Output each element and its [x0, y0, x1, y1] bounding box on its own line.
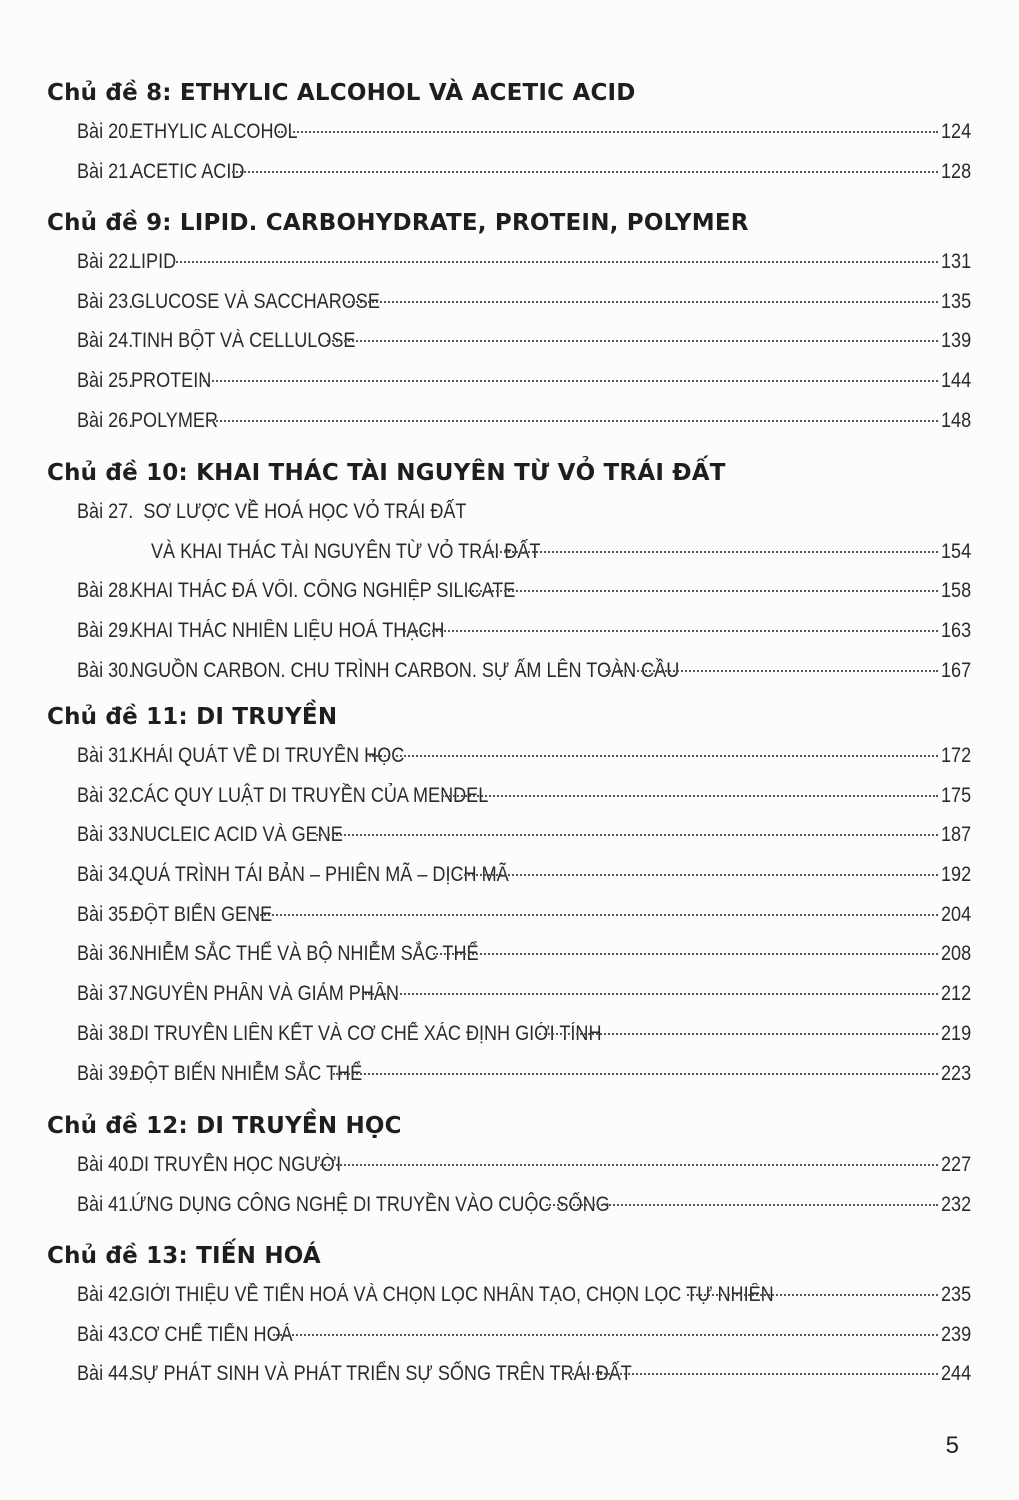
lesson-page: 144: [941, 369, 972, 393]
topic-12: [47, 1107, 972, 1224]
lesson-title: ETHYLIC ALCOHOL: [131, 120, 298, 143]
lesson-row[interactable]: [47, 1354, 972, 1394]
lesson-title: POLYMER: [131, 408, 219, 432]
lesson-row[interactable]: [47, 1014, 972, 1054]
lesson-title: NGUỒN CARBON. CHU TRÌNH CARBON. SỰ ẤM LÊN TOÀN CẦU: [131, 658, 680, 682]
lesson-page: 148: [941, 408, 972, 432]
lesson-label: Bài 42.: [77, 1283, 134, 1306]
lesson-title: NGUYÊN PHÂN VÀ GIẢM PHÂN: [131, 982, 400, 1006]
lesson-row[interactable]: [47, 242, 972, 282]
lesson-row[interactable]: [47, 611, 972, 651]
lesson-title: KHAI THÁC NHIÊN LIỆU HOÁ THẠCH: [131, 619, 445, 643]
lesson-label: Bài 41.: [77, 1192, 134, 1216]
lesson-page: 244: [941, 1362, 972, 1386]
topic-title: Chủ đề 9: LIPID. CARBOHYDRATE, PROTEIN, POLYMER: [47, 210, 749, 236]
lesson-row[interactable]: [47, 112, 972, 152]
lesson-label: Bài 30.: [77, 658, 134, 682]
lesson-row[interactable]: [47, 492, 972, 571]
topic-title: Chủ đề 11: DI TRUYỀN: [47, 704, 338, 730]
lesson-page: 163: [941, 619, 972, 643]
lesson-page: 232: [941, 1192, 972, 1216]
lesson-title: KHAI THÁC ĐÁ VÔI. CÔNG NGHIỆP SILICATE: [131, 579, 516, 603]
lesson-title: DI TRUYỀN HỌC NGƯỜI: [131, 1153, 342, 1176]
lesson-label: Bài 26.: [77, 408, 134, 432]
dot-leader: [539, 1033, 938, 1035]
dot-leader: [404, 630, 938, 632]
lesson-title: QUÁ TRÌNH TÁI BẢN – PHIÊN MÃ – DỊCH MÃ: [131, 863, 510, 887]
lesson-row[interactable]: [47, 934, 972, 974]
lesson-label: Bài 31.: [77, 744, 134, 767]
lesson-page: 135: [941, 289, 972, 313]
lesson-label: Bài 34.: [77, 863, 134, 887]
lesson-row[interactable]: [47, 1185, 972, 1225]
lesson-title: GIỚI THIỆU VỀ TIẾN HOÁ VÀ CHỌN LỌC NHÂN TẠO, CHỌN LỌC TỰ NHIÊN: [131, 1283, 775, 1306]
lesson-label: Bài 33.: [77, 823, 134, 847]
page-number: 5: [945, 1432, 959, 1459]
lesson-label: Bài 23.: [77, 289, 134, 313]
dot-leader: [687, 1294, 938, 1296]
topic-title: Chủ đề 13: TIẾN HOÁ: [47, 1243, 321, 1269]
lesson-row[interactable]: [47, 321, 972, 361]
topic-title: Chủ đề 12: DI TRUYỀN HỌC: [47, 1113, 402, 1139]
lesson-page: 212: [941, 982, 972, 1006]
lesson-page: 175: [941, 783, 972, 807]
lesson-page: 219: [941, 1021, 972, 1045]
lesson-page: 172: [941, 744, 972, 767]
dot-leader: [333, 1073, 938, 1075]
lesson-row[interactable]: [47, 152, 972, 192]
dot-leader: [459, 874, 938, 876]
lesson-page: 124: [941, 120, 972, 143]
lesson-row[interactable]: [47, 855, 972, 895]
lesson-page: 139: [941, 329, 972, 353]
lesson-label: Bài 22.: [77, 250, 134, 273]
lesson-title: ỨNG DỤNG CÔNG NGHỆ DI TRUYỀN VÀO CUỘC SỐNG: [131, 1192, 611, 1216]
lesson-row[interactable]: [47, 401, 972, 441]
lesson-title: ACETIC ACID: [131, 159, 245, 183]
topic-11: [47, 698, 972, 1093]
lesson-page: 128: [941, 159, 972, 183]
lesson-row[interactable]: [47, 895, 972, 935]
dot-leader: [315, 1164, 938, 1166]
dot-leader: [546, 1204, 938, 1206]
lesson-title-line1: SƠ LƯỢC VỀ HOÁ HỌC VỎ TRÁI ĐẤT: [143, 500, 467, 523]
lesson-row[interactable]: [47, 571, 972, 611]
dot-leader: [232, 171, 938, 173]
lesson-label: Bài 29.: [77, 619, 134, 643]
lesson-row[interactable]: [47, 282, 972, 322]
dot-leader: [173, 261, 938, 263]
lesson-row[interactable]: [47, 651, 972, 691]
lesson-row[interactable]: [47, 1145, 972, 1185]
lesson-title: TINH BỘT VÀ CELLULOSE: [131, 329, 356, 353]
lesson-label: Bài 27.: [77, 500, 134, 523]
lesson-label: Bài 35.: [77, 902, 134, 926]
lesson-label: Bài 21.: [77, 159, 134, 183]
lesson-label: Bài 28.: [77, 579, 134, 603]
lesson-row[interactable]: [47, 815, 972, 855]
lesson-page: 154: [941, 539, 972, 563]
lesson-title: KHÁI QUÁT VỀ DI TRUYỀN HỌC: [131, 744, 405, 767]
lesson-title: CÁC QUY LUẬT DI TRUYỀN CỦA MENDEL: [131, 783, 489, 807]
lesson-label: Bài 25.: [77, 369, 134, 393]
lesson-label: Bài 44.: [77, 1362, 134, 1386]
lesson-page: 239: [941, 1322, 972, 1346]
dot-leader: [565, 1373, 938, 1375]
lesson-title: CƠ CHẾ TIẾN HOÁ: [131, 1322, 294, 1346]
lesson-label: Bài 36.: [77, 942, 134, 966]
lesson-title: SỰ PHÁT SINH VÀ PHÁT TRIỂN SỰ SỐNG TRÊN TRÁI ĐẤT: [131, 1362, 633, 1386]
lesson-label: Bài 38.: [77, 1021, 134, 1045]
lesson-title: GLUCOSE VÀ SACCHAROSE: [131, 289, 381, 313]
lesson-title: ĐỘT BIẾN NHIỄM SẮC THỂ: [131, 1061, 363, 1085]
lesson-row[interactable]: [47, 776, 972, 816]
lesson-title: VÀ KHAI THÁC TÀI NGUYÊN TỪ VỎ TRÁI ĐẤT: [151, 539, 541, 563]
dot-leader: [209, 420, 938, 422]
dot-leader: [316, 834, 938, 836]
dot-leader: [256, 914, 938, 916]
lesson-title: NUCLEIC ACID VÀ GENE: [131, 823, 344, 847]
lesson-label: Bài 32.: [77, 783, 134, 807]
lesson-label: Bài 43.: [77, 1322, 134, 1346]
dot-leader: [489, 551, 938, 553]
dot-leader: [433, 953, 938, 955]
lesson-title: NHIỄM SẮC THỂ VÀ BỘ NHIỄM SẮC THỂ: [131, 942, 479, 966]
dot-leader: [365, 993, 938, 995]
topic-title: Chủ đề 8: ETHYLIC ALCOHOL VÀ ACETIC ACID: [47, 80, 636, 106]
lesson-row[interactable]: [47, 361, 972, 401]
dot-leader: [278, 131, 938, 133]
lesson-page: 167: [941, 658, 972, 682]
dot-leader: [465, 590, 938, 592]
dot-leader: [606, 670, 938, 672]
lesson-page: 158: [941, 579, 972, 603]
dot-leader: [369, 755, 938, 757]
dot-leader: [327, 340, 938, 342]
topic-13: [47, 1237, 972, 1394]
lesson-row[interactable]: [47, 1275, 972, 1315]
lesson-label: Bài 37.: [77, 982, 134, 1006]
dot-leader: [273, 1334, 938, 1336]
lesson-label: Bài 40.: [77, 1153, 134, 1176]
lesson-label: Bài 24.: [77, 329, 134, 353]
lesson-page: 192: [941, 863, 972, 887]
lesson-page: 187: [941, 823, 972, 847]
lesson-page: 204: [941, 902, 972, 926]
lesson-title: DI TRUYỀN LIÊN KẾT VÀ CƠ CHẾ XÁC ĐỊNH GIỚI TÍNH: [131, 1021, 602, 1045]
lesson-row[interactable]: [47, 1315, 972, 1355]
dot-leader: [348, 301, 938, 303]
lesson-page: 227: [941, 1153, 972, 1176]
lesson-page: 223: [941, 1061, 972, 1085]
lesson-label: Bài 20.: [77, 120, 134, 143]
topic-8: [47, 74, 972, 191]
topic-title: Chủ đề 10: KHAI THÁC TÀI NGUYÊN TỪ VỎ TRÁI ĐẤT: [47, 460, 726, 486]
topic-10: [47, 454, 972, 690]
topic-9: [47, 204, 972, 440]
lesson-title: LIPID: [131, 250, 177, 273]
lesson-row[interactable]: [47, 974, 972, 1014]
lesson-page: 235: [941, 1283, 972, 1306]
lesson-title: PROTEIN: [131, 369, 212, 393]
lesson-title: ĐỘT BIẾN GENE: [131, 902, 273, 926]
dot-leader: [442, 795, 938, 797]
lesson-row[interactable]: [47, 1054, 972, 1094]
lesson-page: 208: [941, 942, 972, 966]
lesson-row[interactable]: [47, 736, 972, 776]
lesson-label: Bài 39.: [77, 1061, 134, 1085]
dot-leader: [203, 380, 938, 382]
lesson-page: 131: [941, 250, 972, 273]
